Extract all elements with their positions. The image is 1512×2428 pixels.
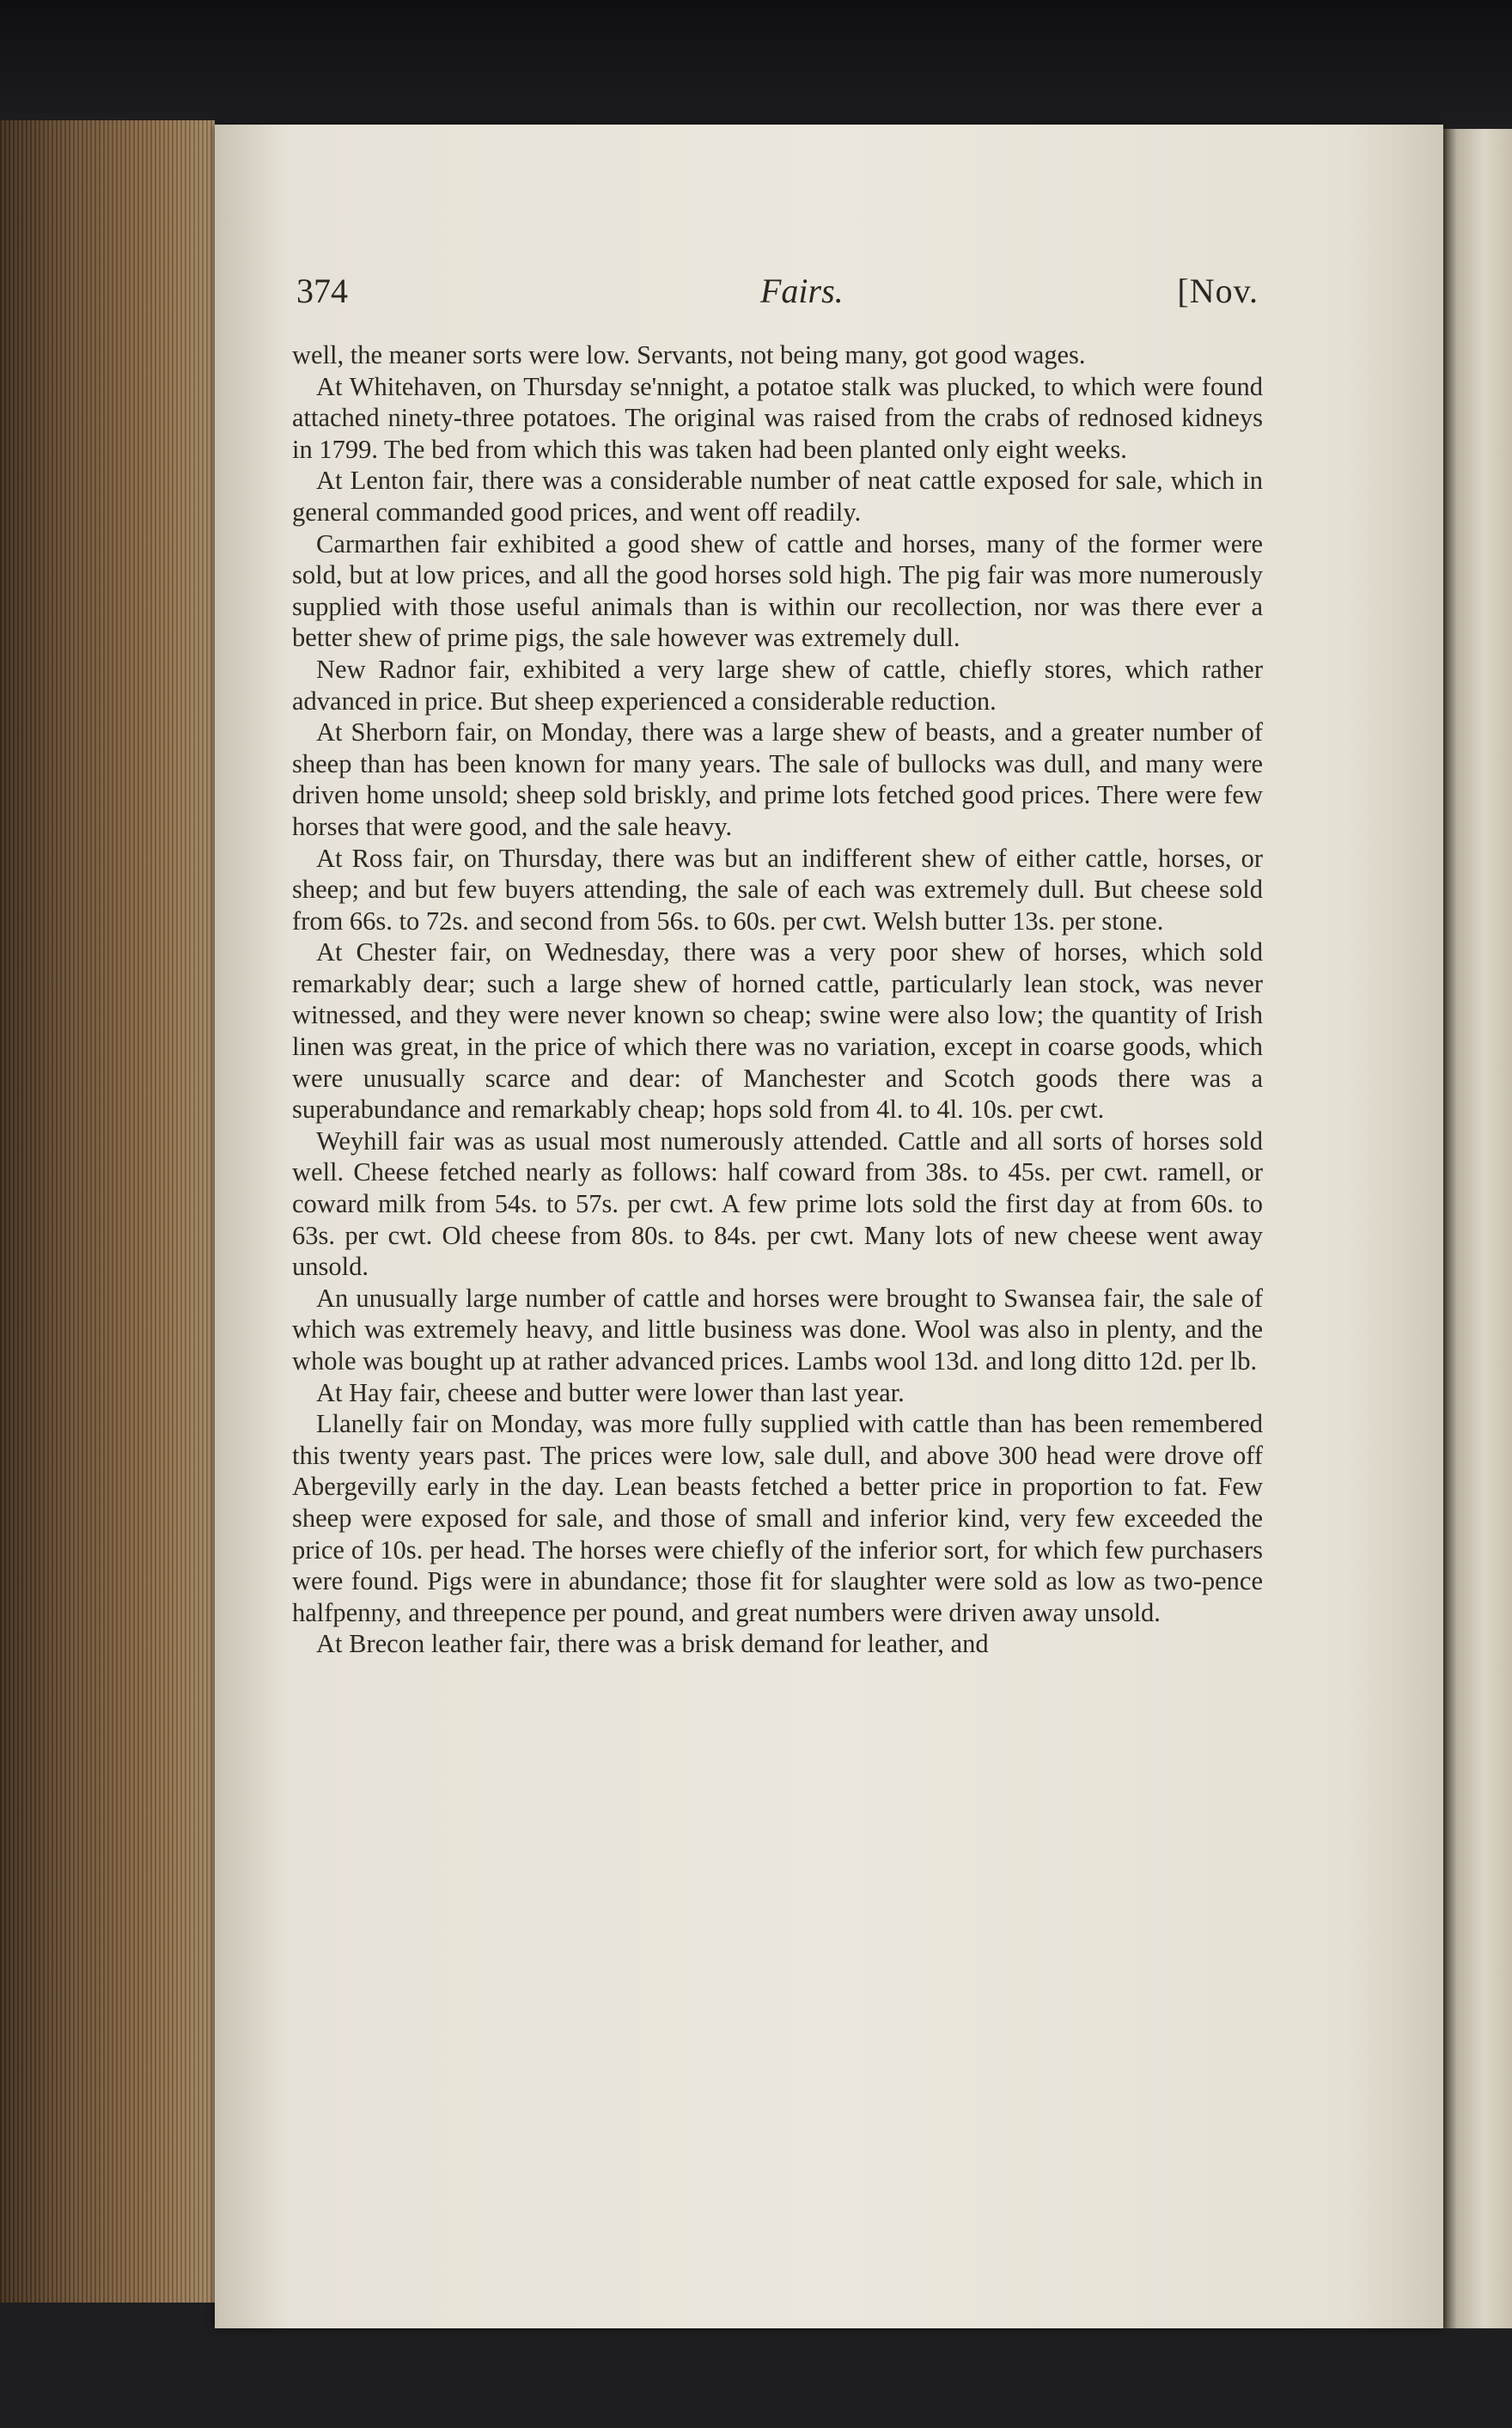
paragraph: New Radnor fair, exhibited a very large shew of cattle, chiefly stores, which rather advanced in price. But sheep experienced a considerable reduction.: [292, 654, 1263, 716]
background-top: [0, 0, 1512, 129]
paragraph: At Chester fair, on Wednesday, there was a very poor shew of horses, which sold remarkably dear; such a large shew of horned cattle, particularly lean stock, was never witnessed, and they were never known so cheap; swine were also low; the quantity of Irish linen was great, in the price of which there was no variation, except in coarse goods, which were unusually scarce and dear: of Manchester and Scotch goods there was a superabundance and remarkably cheap; hops sold from 4l. to 4l. 10s. per cwt.: [292, 937, 1263, 1125]
paragraph: At Brecon leather fair, there was a brisk demand for leather, and: [316, 1629, 989, 1659]
body-text: [292, 339, 1263, 1660]
paragraph: At Whitehaven, on Thursday se'nnight, a potatoe stalk was plucked, to which were found attached ninety-three potatoes. The original was raised from the crabs of rednosed kidneys in 1799. The bed from which this was taken had been planted only eight weeks.: [292, 371, 1263, 464]
paragraph: well, the meaner sorts were low. Servants, not being many, got good wages.: [292, 340, 1086, 369]
paragraph: Weyhill fair was as usual most numerously attended. Cattle and all sorts of horses sold well. Cheese fetched nearly as follows: half coward from 38s. to 45s. per cwt. ramell, or coward milk from 54s. to 57s. per cwt. A few prime lots sold the first day at from 60s. to 63s. per cwt. Old cheese from 80s. to 84s. per cwt. Many lots of new cheese went away unsold.: [292, 1126, 1263, 1282]
paragraph: At Sherborn fair, on Monday, there was a large shew of beasts, and a greater number of sheep than has been known for many years. The sale of bullocks was dull, and many were driven home unsold; sheep sold briskly, and prime lots fetched good prices. There were few horses that were good, and the sale heavy.: [292, 717, 1263, 841]
page-header: [296, 271, 1259, 322]
paragraph: Llanelly fair on Monday, was more fully supplied with cattle than has been remembered this twenty years past. The prices were low, sale dull, and above 300 head were drove off Abergevilly early in the day. Lean beasts fetched a better price in proportion to fat. Few sheep were exposed for sale, and those of small and inferior kind, very few exceeded the price of 10s. per head. The horses were chiefly of the inferior sort, for which few purchasers were found. Pigs were in abundance; those fit for slaughter were sold as low as two-pence halfpenny, and threepence per pound, and great numbers were driven away unsold.: [292, 1409, 1263, 1627]
running-head-month: [Nov.: [1177, 271, 1259, 310]
paragraph: At Lenton fair, there was a considerable number of neat cattle exposed for sale, which in general commanded good prices, and went off readily.: [292, 466, 1263, 527]
paragraph: Carmarthen fair exhibited a good shew of cattle and horses, many of the former were sold, but at low prices, and all the good horses sold high. The pig fair was more numerously supplied with those useful animals than is within our recollection, nor was there ever a better shew of prime pigs, the sale however was extremely dull.: [292, 528, 1263, 653]
paragraph: At Hay fair, cheese and butter were lower than last year.: [316, 1377, 905, 1407]
book-page-edges: [0, 120, 215, 2303]
facing-page-edge: [1443, 129, 1512, 2328]
page-number: 374: [296, 271, 348, 310]
paragraph: An unusually large number of cattle and horses were brought to Swansea fair, the sale of which was extremely heavy, and little business was done. Wool was also in plenty, and the whole was bought up at rather advanced prices. Lambs wool 13d. and long ditto 12d. per lb.: [292, 1283, 1263, 1376]
running-head: Fairs.: [760, 271, 844, 310]
paragraph: At Ross fair, on Thursday, there was but an indifferent shew of either cattle, horses, or sheep; and but few buyers attending, the sale of each was extremely dull. But cheese sold from 66s. to 72s. and second from 56s. to 60s. per cwt. Welsh butter 13s. per stone.: [292, 843, 1263, 936]
